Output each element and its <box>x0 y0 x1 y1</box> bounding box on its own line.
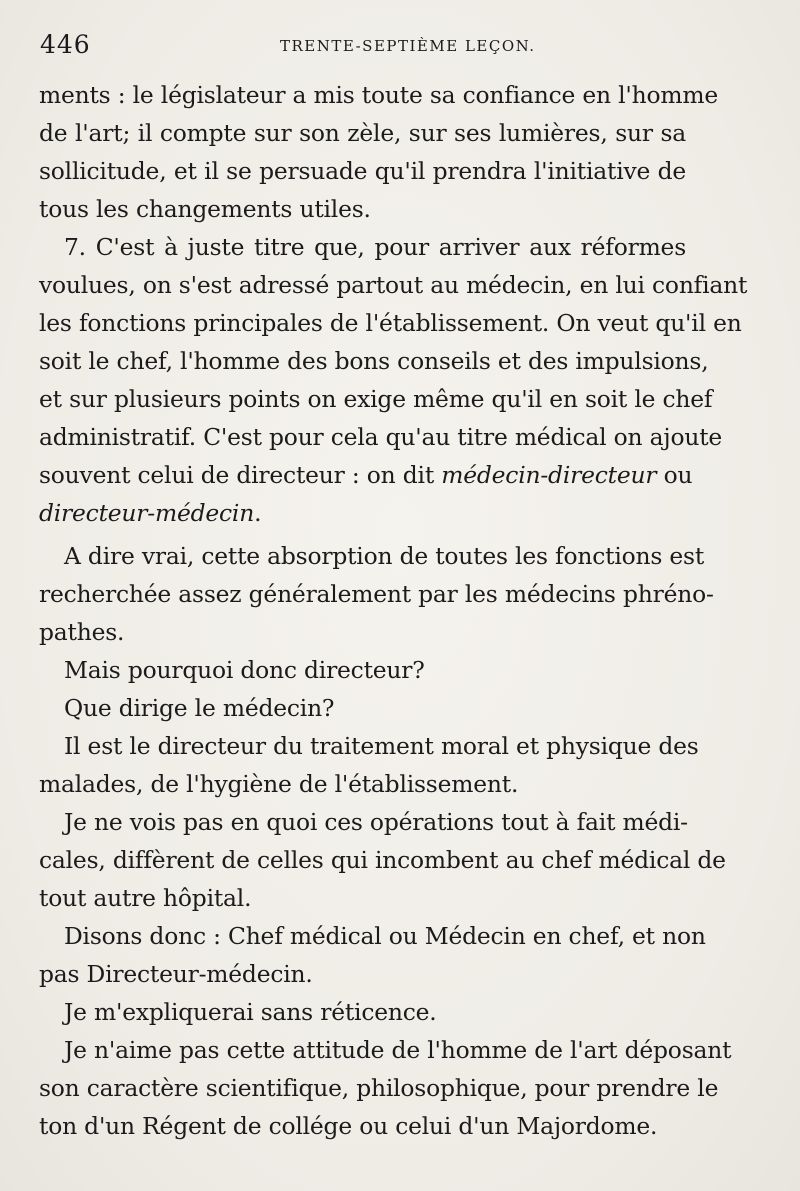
text-line: administratif. C'est pour cela qu'au titre médical on ajoute <box>39 423 723 451</box>
text-line: Je n'aime pas cette attitude de l'homme de l'art déposant <box>64 1036 732 1064</box>
text-line: recherchée assez généralement par les médecins phréno- <box>39 580 714 608</box>
text-line: et sur plusieurs points on exige même qu'il en soit le chef <box>39 385 713 413</box>
text-line-mixed <box>39 494 686 532</box>
text-line: tout autre hôpital. <box>39 884 252 912</box>
text-line: cales, diffèrent de celles qui incombent au chef médical de <box>39 846 726 874</box>
text-line: voulues, on s'est adressé partout au médecin, en lui confiant <box>39 271 748 299</box>
text-line: malades, de l'hygiène de l'établissement. <box>39 770 519 798</box>
text-line: Je ne vois pas en quoi ces opérations tout à fait médi- <box>64 808 688 836</box>
text-line: les fonctions principales de l'établissement. On veut qu'il en <box>39 309 742 337</box>
text-line: pas Directeur-médecin. <box>39 960 313 988</box>
italic-term: directeur-médecin <box>39 499 255 527</box>
text-run: . <box>254 499 262 527</box>
body-text <box>39 76 748 1145</box>
text-line: ton d'un Régent de collége ou celui d'un Majordome. <box>39 1112 658 1140</box>
text-line: de l'art; il compte sur son zèle, sur ses lumières, sur sa <box>39 119 686 147</box>
text-run: souvent celui de directeur : on dit <box>39 461 435 489</box>
text-line: A dire vrai, cette absorption de toutes les fonctions est <box>64 542 705 570</box>
text-line: Je m'expliquerai sans réticence. <box>64 998 437 1026</box>
text-line: 7. C'est à juste titre que, pour arriver aux réformes <box>64 233 686 261</box>
running-head: TRENTE-SEPTIÈME LEÇON. <box>280 37 536 55</box>
italic-term: médecin-directeur <box>441 461 657 489</box>
text-line: tous les changements utiles. <box>39 195 371 223</box>
text-line: Il est le directeur du traitement moral et physique des <box>64 732 699 760</box>
text-line: soit le chef, l'homme des bons conseils et des impulsions, <box>39 347 709 375</box>
text-line: Mais pourquoi donc directeur? <box>64 656 425 684</box>
text-line: Disons donc : Chef médical ou Médecin en chef, et non <box>64 922 706 950</box>
text-line: ments : le législateur a mis toute sa confiance en l'homme <box>39 81 718 109</box>
page-header <box>40 30 685 64</box>
text-line: Que dirige le médecin? <box>64 694 335 722</box>
text-line: sollicitude, et il se persuade qu'il prendra l'initiative de <box>39 157 686 185</box>
text-line-mixed <box>39 456 693 494</box>
page-number: 446 <box>40 30 91 59</box>
text-line: pathes. <box>39 618 125 646</box>
text-run: ou <box>663 461 693 489</box>
text-line: son caractère scientifique, philosophique, pour prendre le <box>39 1074 719 1102</box>
